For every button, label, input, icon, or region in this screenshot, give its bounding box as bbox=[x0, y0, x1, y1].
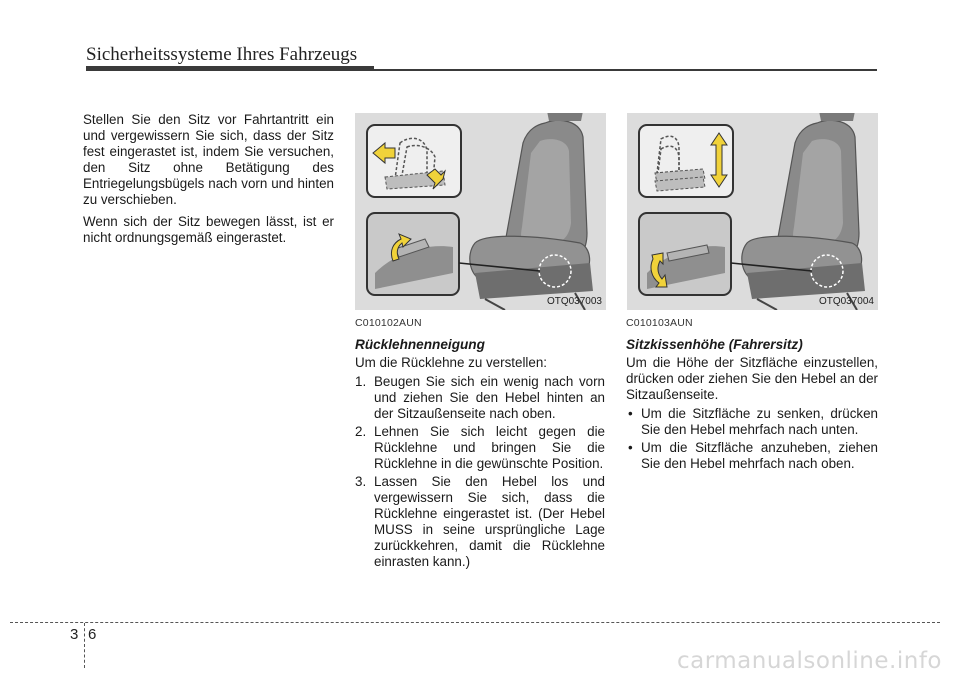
intro-paragraph: Stellen Sie den Sitz vor Fahrtantritt ein und vergewissern Sie sich, dass der Sitz fest eingerastet ist, indem Sie versuchen, den Sitz ohne Betätigung des Entriegelungsbügels nach vorn und hinten zu verschieben. bbox=[83, 112, 334, 207]
step-item bbox=[355, 474, 605, 570]
watermark: carmanualsonline.info bbox=[676, 648, 942, 674]
bullet-item bbox=[626, 440, 878, 472]
chapter-number: 3 bbox=[70, 626, 79, 643]
seat-recline-illustration bbox=[355, 113, 606, 310]
figure-code: OTQ037003 bbox=[546, 296, 602, 307]
seat-height-drawing bbox=[627, 113, 878, 310]
section-heading: Rücklehnenneigung bbox=[355, 337, 485, 352]
header-rule-thick bbox=[86, 66, 374, 71]
header-rule-thin bbox=[374, 69, 877, 71]
seat-height-illustration bbox=[627, 113, 878, 310]
section-intro: Um die Rücklehne zu verstellen: bbox=[355, 355, 548, 370]
bullet-item bbox=[626, 406, 878, 438]
figure-code: OTQ037004 bbox=[818, 296, 874, 307]
step-item bbox=[355, 424, 605, 472]
footer-page-separator bbox=[84, 623, 85, 668]
intro-paragraph: Wenn sich der Sitz bewegen lässt, ist er nicht ordnungsgemäß eingerastet. bbox=[83, 214, 334, 245]
section-heading: Sitzkissenhöhe (Fahrersitz) bbox=[626, 337, 803, 352]
step-text: Lehnen Sie sich leicht gegen die Rücklehne und bringen Sie die Rücklehne in die gewünschte Position. bbox=[374, 424, 605, 471]
step-number: 3. bbox=[355, 474, 367, 489]
page-header-title: Sicherheitssysteme Ihres Fahrzeugs bbox=[86, 44, 358, 65]
section-code: C010103AUN bbox=[626, 317, 693, 329]
bullet-icon: • bbox=[628, 440, 633, 455]
intro-column bbox=[83, 112, 334, 252]
recline-section bbox=[355, 315, 605, 572]
page-number: 6 bbox=[88, 626, 97, 643]
footer-divider bbox=[10, 622, 940, 623]
step-text: Lassen Sie den Hebel los und vergewissern Sie sich, dass die Rücklehne eingerastet ist. (Der Hebel MUSS in seine ursprüngliche Lage zurückkehren, damit die Rücklehne einrasten kann.) bbox=[374, 474, 605, 569]
bullet-text: Um die Sitzfläche anzuheben, ziehen Sie den Hebel mehrfach nach oben. bbox=[641, 440, 878, 471]
step-number: 1. bbox=[355, 374, 367, 389]
section-code: C010102AUN bbox=[355, 317, 422, 329]
height-section bbox=[626, 315, 878, 474]
step-item bbox=[355, 374, 605, 422]
bullet-icon: • bbox=[628, 406, 633, 421]
step-number: 2. bbox=[355, 424, 367, 439]
seat-recline-drawing bbox=[355, 113, 606, 310]
bullet-text: Um die Sitzfläche zu senken, drücken Sie den Hebel mehrfach nach unten. bbox=[641, 406, 878, 437]
step-text: Beugen Sie sich ein wenig nach vorn und ziehen Sie den Hebel hinten an der Sitzaußenseite nach oben. bbox=[374, 374, 605, 421]
section-intro: Um die Höhe der Sitzfläche einzustellen, drücken oder ziehen Sie den Hebel an der Sitzaußenseite. bbox=[626, 355, 878, 402]
